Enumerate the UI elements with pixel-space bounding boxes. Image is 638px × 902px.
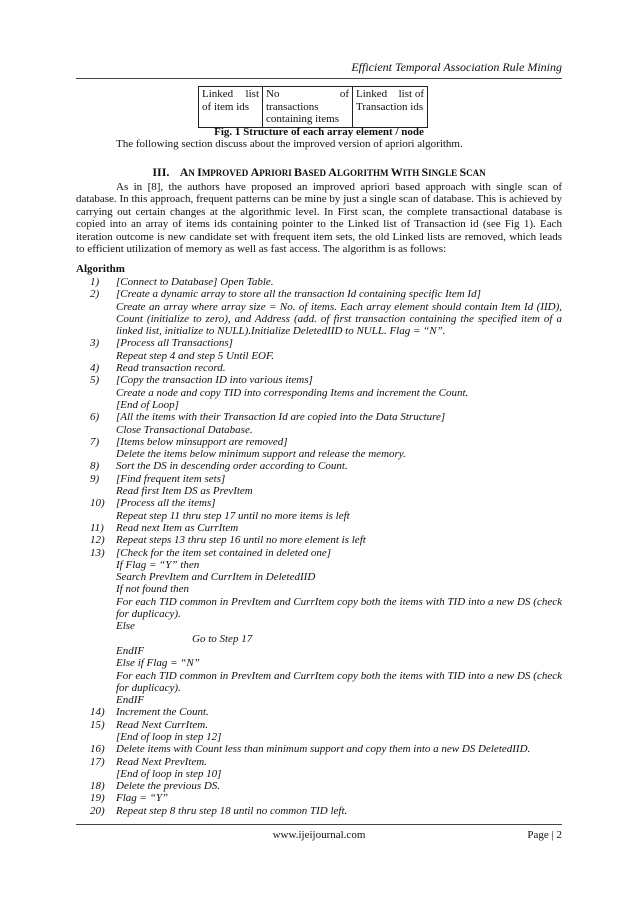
body-paragraph	[76, 181, 562, 255]
step-text: [Connect to Database] Open Table.	[116, 276, 274, 288]
step-detail: Repeat step 11 thru step 17 until no more items is left	[116, 509, 350, 522]
step-number: 8)	[90, 460, 100, 473]
step-number: 14)	[90, 706, 105, 719]
step-text: Read transaction record.	[116, 362, 226, 375]
step-detail: [End of loop in step 10]	[116, 767, 222, 780]
step-detail: Create a node and copy TID into corresponding Items and increment the Count.	[116, 386, 469, 399]
step-detail: Else	[116, 620, 135, 633]
footer-url: www.ijeijournal.com	[272, 829, 366, 841]
step-number: 20)	[90, 804, 105, 817]
algorithm-step	[76, 460, 562, 472]
algorithm-step	[76, 497, 562, 509]
algorithm-step	[76, 436, 562, 448]
step-text: Sort the DS in descending order according to Count.	[116, 460, 348, 473]
algorithm-step	[76, 288, 562, 300]
algorithm-step	[76, 719, 562, 731]
step-number: 3)	[90, 337, 100, 350]
step-text: Read next Item as CurrItem	[116, 521, 239, 534]
step-number: 4)	[90, 362, 100, 375]
step-text: [Items below minsupport are removed]	[116, 435, 288, 448]
figure-cell-item-ids: Linked list of item ids	[199, 87, 263, 128]
step-number: 6)	[90, 411, 100, 424]
algorithm-step	[76, 374, 562, 386]
step-text: Increment the Count.	[116, 706, 209, 719]
step-detail: Delete the items below minimum support and release the memory.	[116, 448, 406, 461]
step-number: 2)	[90, 288, 100, 301]
step-text: Delete items with Count less than minimum support and copy them into a new DS DeletedIID.	[116, 743, 531, 756]
step-number: 19)	[90, 792, 105, 805]
algorithm-step	[76, 743, 562, 755]
step-text: Repeat step 8 thru step 18 until no common TID left.	[116, 804, 348, 817]
step-detail: EndIF	[116, 644, 145, 657]
step-number: 9)	[90, 472, 100, 485]
figure-cell-no-transactions: No of transactions containing items	[263, 87, 353, 128]
algorithm-step	[76, 473, 562, 485]
algorithm-step	[76, 780, 562, 792]
step-text: [Create a dynamic array to store all the transaction Id containing specific Item Id]	[116, 288, 481, 301]
step-text: [All the items with their Transaction Id are copied into the Data Structure]	[116, 411, 446, 424]
algorithm-steps	[76, 276, 562, 817]
algorithm-step	[76, 756, 562, 768]
step-number: 18)	[90, 780, 105, 793]
algorithm-step	[76, 337, 562, 349]
step-number: 10)	[90, 497, 105, 510]
algorithm-step	[76, 805, 562, 817]
paragraph-text: As in [8], the authors have proposed an improved apriori based approach with single scan of database. In this approach, frequent patterns can be mine by just a single scan of database. This is achieved by carrying out certain changes at the algorithmic level. In First scan, the complete transactional database is copied into an array of items ids containing pointer to the Linked list of Transaction id (see Fig 1). Each iteration outcome is new candidate set with frequent item sets, the old Linked lists are removed, which leads to efficient utilization of memory as well as fast access. The algorithm is as follows:	[76, 181, 562, 256]
algorithm-step	[76, 792, 562, 804]
step-text: Repeat steps 13 thru step 16 until no more element is left	[116, 534, 366, 547]
algorithm-heading: Algorithm	[76, 263, 125, 275]
step-number: 7)	[90, 435, 100, 448]
step-text: [Find frequent item sets]	[116, 472, 226, 485]
algorithm-step	[76, 362, 562, 374]
step-detail: Go to Step 17	[192, 632, 253, 645]
header-rule	[76, 78, 562, 79]
step-text: Delete the previous DS.	[116, 780, 221, 793]
algorithm-step	[76, 547, 562, 559]
step-detail: Search PrevItem and CurrItem in DeletedIID	[116, 571, 316, 584]
algorithm-step	[76, 522, 562, 534]
step-text: Read Next CurrItem.	[116, 718, 208, 731]
step-text: Read Next PrevItem.	[116, 755, 207, 768]
step-detail: Else if Flag = “N”	[116, 657, 200, 670]
step-number: 11)	[90, 521, 104, 534]
step-text: [Check for the item set contained in deleted one]	[116, 546, 332, 559]
step-detail: EndIF	[116, 694, 145, 707]
algorithm-step	[76, 534, 562, 546]
figure-caption: Fig. 1 Structure of each array element / node	[214, 126, 424, 138]
step-detail: For each TID common in PrevItem and CurrItem copy both the items with TID into a new DS (check for duplicacy).	[116, 595, 562, 621]
step-detail: Close Transactional Database.	[116, 423, 253, 436]
step-detail: If not found then	[116, 583, 190, 596]
step-number: 1)	[90, 276, 100, 288]
running-header: Efficient Temporal Association Rule Mining	[351, 60, 562, 74]
step-detail: Repeat step 4 and step 5 Until EOF.	[116, 349, 275, 362]
figure-table	[198, 86, 428, 128]
step-text: [Copy the transaction ID into various items]	[116, 374, 313, 387]
step-number: 17)	[90, 755, 105, 768]
step-detail: Create an array where array size = No. of items. Each array element should contain Item Id (IID), Count (initialize to zero), and Address (add. of first transaction containing the specified item of a linked list, initialize to NULL).Initialize DeletedIID to NULL. Flag = “N”.	[116, 300, 562, 338]
step-detail: If Flag = “Y” then	[116, 558, 200, 571]
step-detail: [End of loop in step 12]	[116, 730, 222, 743]
step-number: 5)	[90, 374, 100, 387]
step-text: Flag = “Y”	[116, 792, 169, 805]
step-text: [Process all the items]	[116, 497, 216, 510]
step-text: [Process all Transactions]	[116, 337, 233, 350]
step-detail: Read first Item DS as PrevItem	[116, 485, 253, 498]
algorithm-step	[76, 706, 562, 718]
step-number: 15)	[90, 718, 105, 731]
step-number: 16)	[90, 743, 105, 756]
step-number: 12)	[90, 534, 105, 547]
page-number: Page | 2	[527, 829, 562, 841]
algorithm-step	[76, 276, 562, 288]
step-detail: For each TID common in PrevItem and CurrItem copy both the items with TID into a new DS (check for duplicacy).	[116, 669, 562, 694]
footer-rule	[76, 824, 562, 825]
step-number: 13)	[90, 546, 105, 559]
intro-sentence: The following section discuss about the improved version of apriori algorithm.	[116, 138, 463, 150]
section-heading: III. AN IMPROVED APRIORI BASED ALGORITHM WITH SINGLE SCAN	[152, 165, 486, 179]
step-detail: [End of Loop]	[116, 398, 179, 411]
figure-cell-transaction-ids: Linked list of Transaction ids	[353, 87, 428, 128]
algorithm-step	[76, 411, 562, 423]
